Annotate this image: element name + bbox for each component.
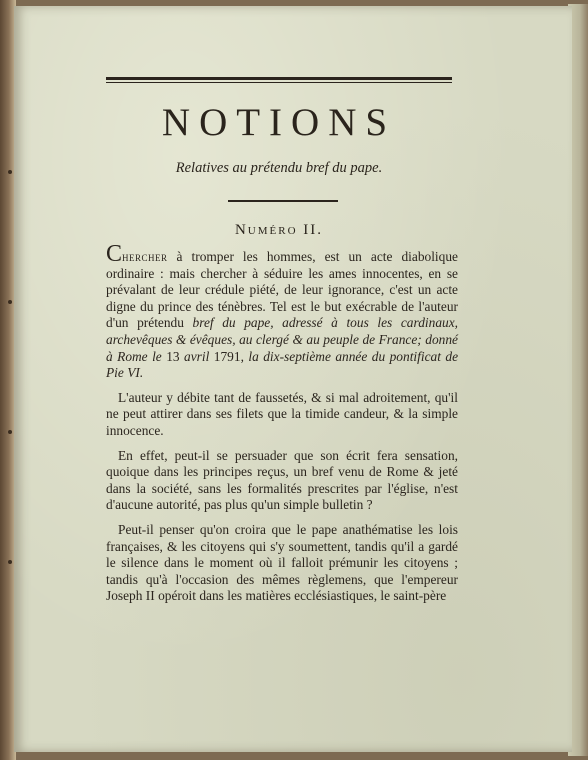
paragraph-4: Peut-il penser qu'on croira que le pape anathématise les lois françaises, & les citoyens qui s'y soumettent, tandis qu'il a gardé le silence dans le moment où il falloit prémunir les citoyens ; tandis qu'à l'occasion des mêmes règlemens, que l'empereur Joseph II opéroit dans les matières ecclésiastiques, le saint-père: [106, 521, 458, 604]
paragraph-1-text-c: 1791,: [209, 348, 249, 364]
section-divider-rule: [228, 200, 338, 202]
binding-stitch: [8, 300, 12, 304]
paragraph-1-italic-b: avril: [184, 348, 210, 364]
paragraph-2: L'auteur y débite tant de faussetés, & si mal adroitement, qu'il ne peut attirer dans ses filets que la timide candeur, & la simple innocence.: [106, 389, 458, 438]
document-subtitle: Relatives au prétendu bref du pape.: [175, 160, 383, 176]
paragraph-3: En effet, peut-il se persuader que son écrit fera sensation, quoique dans les principes reçus, un bref venu de Rome & jeté dans la société, sans les formalités prescrites par l'église, n'est d'aucune autorité, pas plus qu'un simple bulletin ?: [106, 447, 458, 513]
drop-cap: C: [106, 241, 123, 267]
paragraph-1-text-a: à tromper les hommes, est un acte diabolique ordinaire : mais chercher à séduire les ames innocentes, en se prévalant de leur crédule piété, de leur ignorance, c'est un acte digne du prince des ténèbres. Tel est le but exécrable de l'auteur d'un prétendu: [106, 249, 458, 331]
document-title: NOTIONS: [161, 101, 397, 144]
lead-word: hercher: [122, 250, 168, 264]
binding-stitch: [8, 170, 12, 174]
body-text: [106, 241, 459, 613]
paragraph-1-text-b: 13: [161, 348, 185, 364]
paragraph-1-italic-c: la dix-septième année du pontificat de Pie VI.: [106, 348, 459, 381]
binding-stitch: [8, 560, 12, 564]
issue-number: Numéro II.: [234, 222, 324, 238]
paragraph-1-italic-a: bref du pape, adressé à tous les cardinaux, archevêques & évêques, au clergé & au peuple de France; donné à Rome le: [106, 315, 458, 364]
binding-stitch: [8, 430, 12, 434]
header-double-rule: [106, 77, 452, 83]
paragraph-1: [106, 241, 459, 382]
